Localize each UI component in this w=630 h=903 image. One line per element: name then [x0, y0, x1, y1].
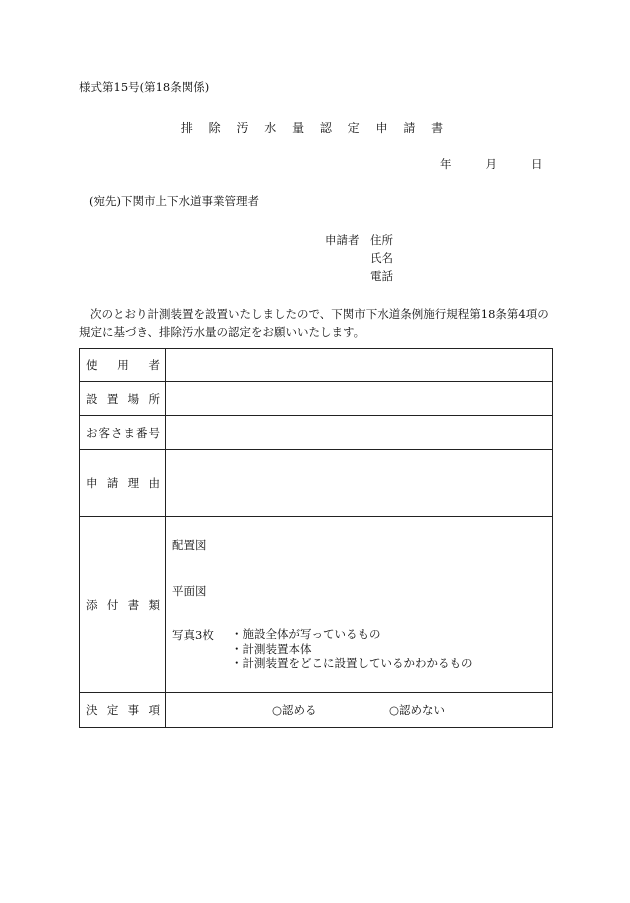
table-row-customer-number	[80, 416, 553, 450]
attachments-cell	[166, 517, 553, 693]
date-day-label: 日	[531, 157, 543, 171]
user-field[interactable]	[166, 349, 553, 382]
application-reason-field[interactable]	[166, 450, 553, 517]
request-statement-line-1: 次のとおり計測装置を設置いたしましたので、下関市下水道条例施行規程第18条第4項の	[90, 307, 549, 321]
table-row-attachments	[80, 517, 553, 693]
table-row-place	[80, 382, 553, 416]
applicant-name-label: 氏名	[370, 251, 393, 265]
decision-cell	[166, 693, 553, 728]
form-number: 様式第15号(第18条関係)	[79, 80, 210, 94]
table-row-decision	[80, 693, 553, 728]
date-line	[440, 156, 543, 172]
date-year-label: 年	[440, 157, 452, 171]
installation-place-field[interactable]	[166, 382, 553, 416]
date-month-label: 月	[485, 157, 497, 171]
table-row-reason	[80, 450, 553, 517]
photo-items-list	[231, 627, 473, 671]
applicant-phone-label: 電話	[370, 269, 393, 283]
application-reason-label: 申請理由	[80, 450, 166, 517]
applicant-address-label: 住所	[370, 233, 393, 247]
customer-number-label: お客さま番号	[80, 416, 166, 450]
addressee: (宛先)下関市上下水道事業管理者	[89, 194, 259, 208]
attachment-photos: 写真3枚	[172, 628, 214, 642]
decision-deny-option[interactable]: ○認めない	[389, 703, 446, 717]
document-title: 排 除 汚 水 量 認 定 申 請 書	[180, 121, 450, 135]
list-item: ・計測装置本体	[231, 641, 312, 656]
customer-number-field[interactable]	[166, 416, 553, 450]
list-item: ・施設全体が写っているもの	[231, 627, 381, 641]
applicant-label: 申請者	[325, 233, 360, 247]
decision-approve-option[interactable]: ○認める	[272, 703, 317, 717]
list-item: ・計測装置をどこに設置しているかわかるもの	[231, 656, 473, 670]
application-table	[79, 348, 553, 728]
attachments-label: 添付書類	[80, 517, 166, 693]
user-label: 使用者	[80, 349, 166, 382]
request-statement	[79, 305, 551, 341]
attachment-layout-drawing: 配置図	[172, 538, 207, 552]
installation-place-label: 設置場所	[80, 382, 166, 416]
request-statement-line-2: 規定に基づき、排除汚水量の認定をお願いいたします。	[79, 325, 366, 339]
attachment-plan-drawing: 平面図	[172, 584, 207, 598]
table-row-user	[80, 349, 553, 382]
decision-label: 決定事項	[80, 693, 166, 728]
